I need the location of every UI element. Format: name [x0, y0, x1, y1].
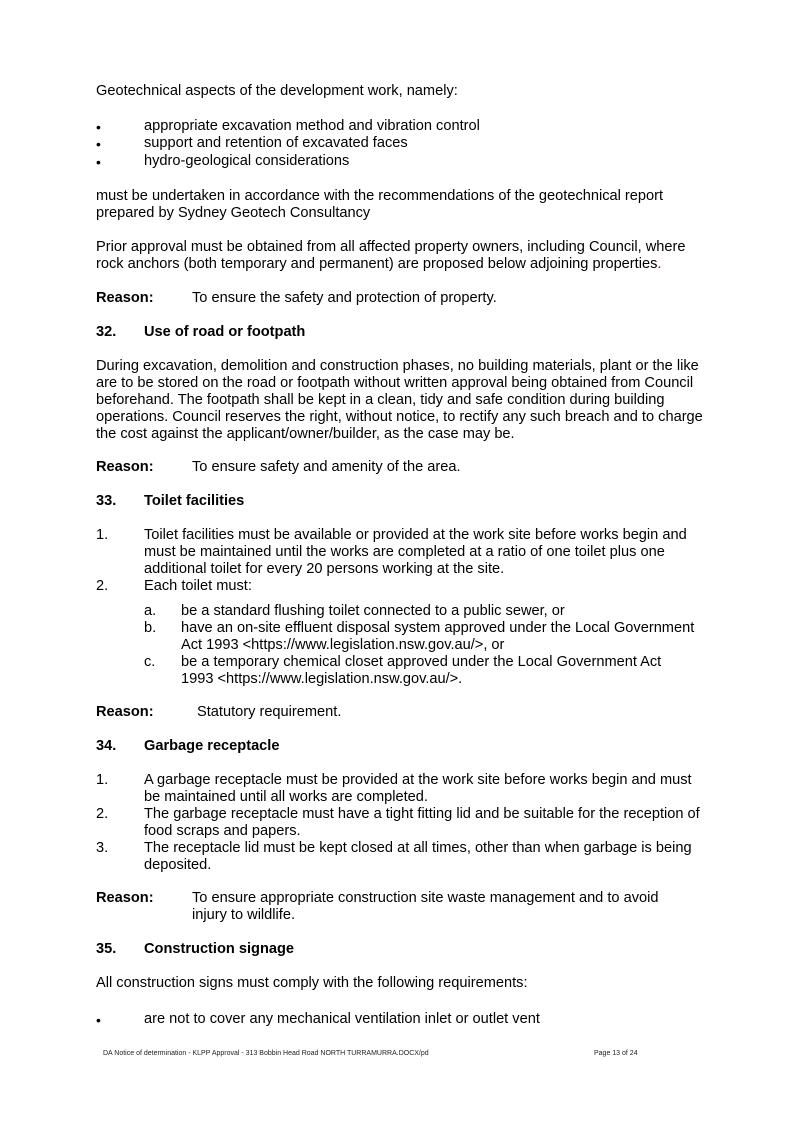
reason-label: Reason:	[96, 459, 154, 475]
approval-paragraph	[96, 239, 702, 273]
reason-label: Reason:	[96, 704, 154, 720]
list-item: appropriate excavation method and vibration control	[144, 118, 480, 134]
section-number: 35.	[96, 941, 117, 957]
footer-page-number: Page 13 of 24	[594, 1050, 638, 1057]
section-title: Garbage receptacle	[144, 738, 280, 754]
reason-text: To ensure appropriate construction site waste management and to avoid injury to wildlife.	[192, 890, 659, 923]
approval-text: Prior approval must be obtained from all affected property owners, including Council, where rock anchors (both temporary and permanent) are proposed below adjoining properties	[96, 239, 686, 272]
item-text: The receptacle lid must be kept closed at all times, other than when garbage is being deposited.	[144, 840, 692, 873]
item-text: Toilet facilities must be available or provided at the work site before works begin and must be maintained until the works are completed at a ratio of one toilet plus one additional toilet for every 20 persons working at the site.	[144, 527, 687, 577]
item-text: Each toilet must:	[144, 578, 252, 594]
reason-text: Statutory requirement.	[197, 704, 342, 720]
item-number: 1.	[96, 527, 109, 543]
subitem-text: be a standard flushing toilet connected to a public sewer, or	[181, 603, 565, 619]
bullet-icon: •	[96, 136, 101, 152]
item-text: The garbage receptacle must have a tight fitting lid and be suitable for the reception of food scraps and papers.	[144, 806, 700, 839]
list-item: support and retention of excavated faces	[144, 135, 408, 151]
bullet-icon: •	[96, 154, 101, 170]
section-intro: All construction signs must comply with the following requirements:	[96, 975, 528, 991]
item-number: 1.	[96, 772, 109, 788]
list-item: hydro-geological considerations	[144, 153, 350, 169]
section-body: During excavation, demolition and construction phases, no building materials, plant or the like are to be stored on the road or footpath without written approval being obtained from Council beforehand. The footpath shall be kept in a clean, tidy and safe condition during building operations. Council reserves the right, without notice, to rectify any such breach and to charge the cost against the applicant/owner/builder, as the case may be.	[96, 358, 703, 442]
subitem-letter: a.	[144, 603, 157, 619]
reason-label: Reason:	[96, 290, 154, 306]
section-title: Use of road or footpath	[144, 324, 306, 340]
bullet-icon: •	[96, 119, 101, 135]
list-item: are not to cover any mechanical ventilation inlet or outlet vent	[144, 1011, 540, 1027]
subitem-text: be a temporary chemical closet approved under the Local Government Act 1993 <https://www.legislation.nsw.gov.au/>.	[181, 654, 662, 687]
section-title: Toilet facilities	[144, 493, 245, 509]
reason-text: To ensure the safety and protection of property.	[192, 290, 497, 306]
subitem-letter: b.	[144, 620, 157, 636]
bullet-icon: •	[96, 1012, 101, 1028]
geotech-followup: must be undertaken in accordance with the recommendations of the geotechnical report prepared by Sydney Geotech Consultancy	[96, 188, 664, 221]
item-number: 2.	[96, 806, 109, 822]
section-number: 32.	[96, 324, 117, 340]
approval-period: .	[657, 256, 662, 272]
section-number: 34.	[96, 738, 117, 754]
item-text: A garbage receptacle must be provided at the work site before works begin and must be maintained until all works are completed.	[144, 772, 692, 805]
subitem-letter: c.	[144, 654, 156, 670]
item-number: 3.	[96, 840, 109, 856]
geotech-heading: Geotechnical aspects of the development work, namely:	[96, 83, 458, 99]
item-number: 2.	[96, 578, 109, 594]
footer-document-reference: DA Notice of determination - KLPP Approval - 313 Bobbin Head Road NORTH TURRAMURRA.DOCX/pd	[103, 1050, 429, 1057]
section-title: Construction signage	[144, 941, 294, 957]
section-number: 33.	[96, 493, 117, 509]
subitem-text: have an on-site effluent disposal system approved under the Local Government Act 1993 <https://www.legislation.nsw.gov.au/>, or	[181, 620, 695, 653]
reason-label: Reason:	[96, 890, 154, 906]
reason-text: To ensure safety and amenity of the area.	[192, 459, 461, 475]
